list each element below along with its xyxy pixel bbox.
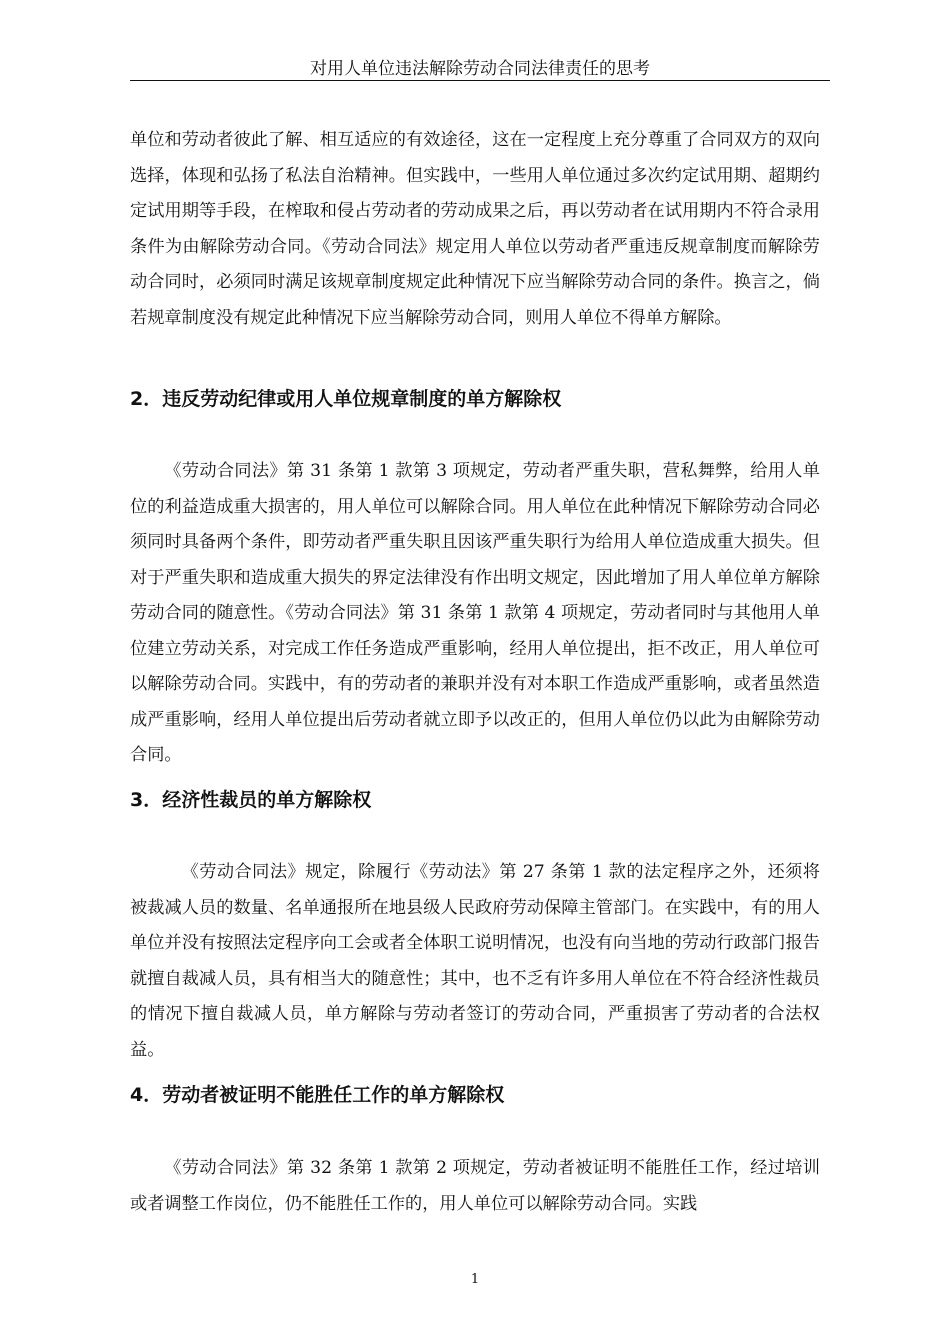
section-paragraph-2: 《劳动合同法》第 31 条第 1 款第 3 项规定，劳动者严重失职，营私舞弊，给用人单位的利益造成重大损害的，用人单位可以解除合同。用人单位在此种情况下解除劳动合同必须同时具备两个条件，即劳动者严重失职且因该严重失职行为给用人单位造成重大损失。但对于严重失职和造成重大损失的界定法律没有作出明文规定，因此增加了用人单位单方解除劳动合同的随意性。《劳动合同法》第 31 条第 1 款第 4 项规定，劳动者同时与其他用人单位建立劳动关系，对完成工作任务造成严重影响，经用人单位提出，拒不改正，用人单位可以解除劳动合同。实践中，有的劳动者的兼职并没有对本职工作造成严重影响，或者虽然造成严重影响，经用人单位提出后劳动者就立即予以改正的，但用人单位仍以此为由解除劳动合同。: [130, 461, 820, 765]
running-header: 对用人单位违法解除劳动合同法律责任的思考: [310, 59, 650, 79]
section-heading-2: 2．违反劳动纪律或用人单位规章制度的单方解除权: [130, 388, 562, 410]
section-heading-3: 3．经济性裁员的单方解除权: [130, 789, 372, 811]
page-number: 1: [470, 1272, 480, 1287]
header-divider: [130, 80, 830, 81]
section-paragraph-4: 《劳动合同法》第 32 条第 1 款第 2 项规定，劳动者被证明不能胜任工作，经过培训或者调整工作岗位，仍不能胜任工作的，用人单位可以解除劳动合同。实践: [130, 1158, 820, 1214]
section-heading-4: 4．劳动者被证明不能胜任工作的单方解除权: [130, 1084, 505, 1106]
intro-paragraph: 单位和劳动者彼此了解、相互适应的有效途径，这在一定程度上充分尊重了合同双方的双向选择，体现和弘扬了私法自治精神。但实践中，一些用人单位通过多次约定试用期、超期约定试用期等手段，在榨取和侵占劳动者的劳动成果之后，再以劳动者在试用期内不符合录用条件为由解除劳动合同。《劳动合同法》规定用人单位以劳动者严重违反规章制度而解除劳动合同时，必须同时满足该规章制度规定此种情况下应当解除劳动合同的条件。换言之，倘若规章制度没有规定此种情况下应当解除劳动合同，则用人单位不得单方解除。: [130, 130, 820, 328]
section-paragraph-3: 《劳动合同法》规定，除履行《劳动法》第 27 条第 1 款的法定程序之外，还须将被裁减人员的数量、名单通报所在地县级人民政府劳动保障主管部门。在实践中，有的用人单位并没有按照法定程序向工会或者全体职工说明情况，也没有向当地的劳动行政部门报告就擅自裁减人员，具有相当大的随意性；其中，也不乏有许多用人单位在不符合经济性裁员的情况下擅自裁减人员，单方解除与劳动者签订的劳动合同，严重损害了劳动者的合法权益。: [130, 862, 820, 1060]
